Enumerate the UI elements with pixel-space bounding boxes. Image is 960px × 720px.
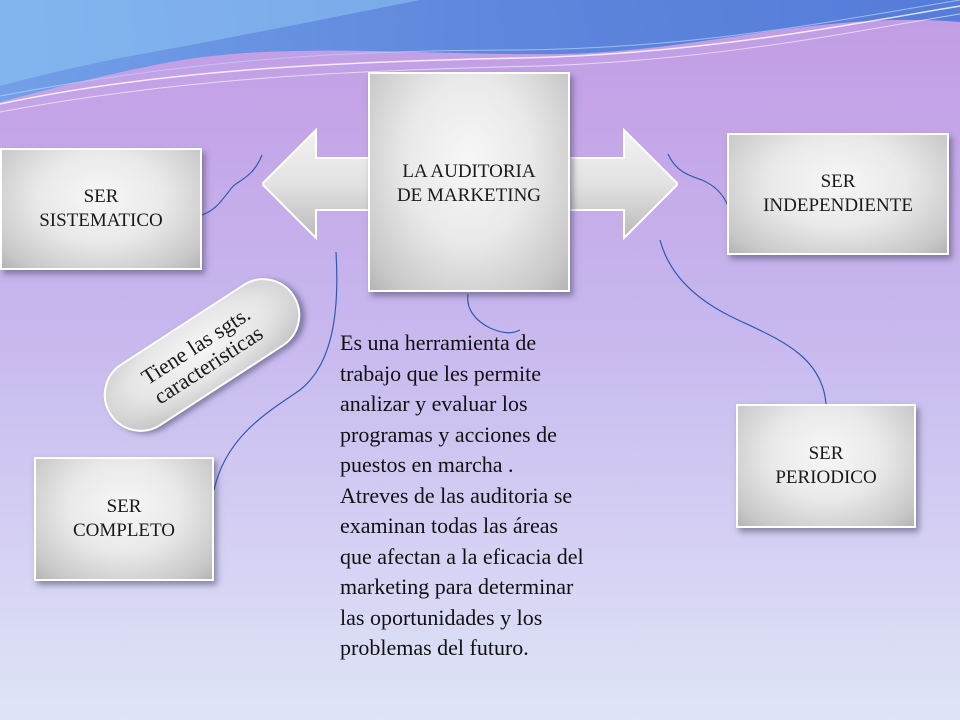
main-concept-label: LA AUDITORIA DE MARKETING bbox=[396, 161, 542, 206]
characteristic-label-independiente: SER INDEPENDIENTE bbox=[763, 171, 913, 216]
main-concept-box bbox=[368, 72, 570, 292]
characteristic-box-sistematico bbox=[0, 148, 202, 270]
characteristic-box-periodico bbox=[736, 404, 916, 528]
characteristic-box-independiente bbox=[727, 133, 949, 255]
characteristic-box-completo bbox=[34, 457, 214, 581]
characteristic-label-completo: SER COMPLETO bbox=[72, 496, 176, 541]
description-text: Es una herramienta de trabajo que les permite analizar y evaluar los programas y acciones de puestos en marcha . Atreves de las auditoria se examinan todas las áreas que afectan a la eficacia del marketing para determinar las oportunidades y los problemas del futuro. bbox=[340, 330, 584, 660]
connector-label-text: Tiene las sgts. caracteristicas bbox=[136, 300, 268, 410]
characteristic-label-sistematico: SER SISTEMATICO bbox=[39, 186, 163, 231]
characteristic-label-periodico: SER PERIODICO bbox=[775, 443, 877, 488]
